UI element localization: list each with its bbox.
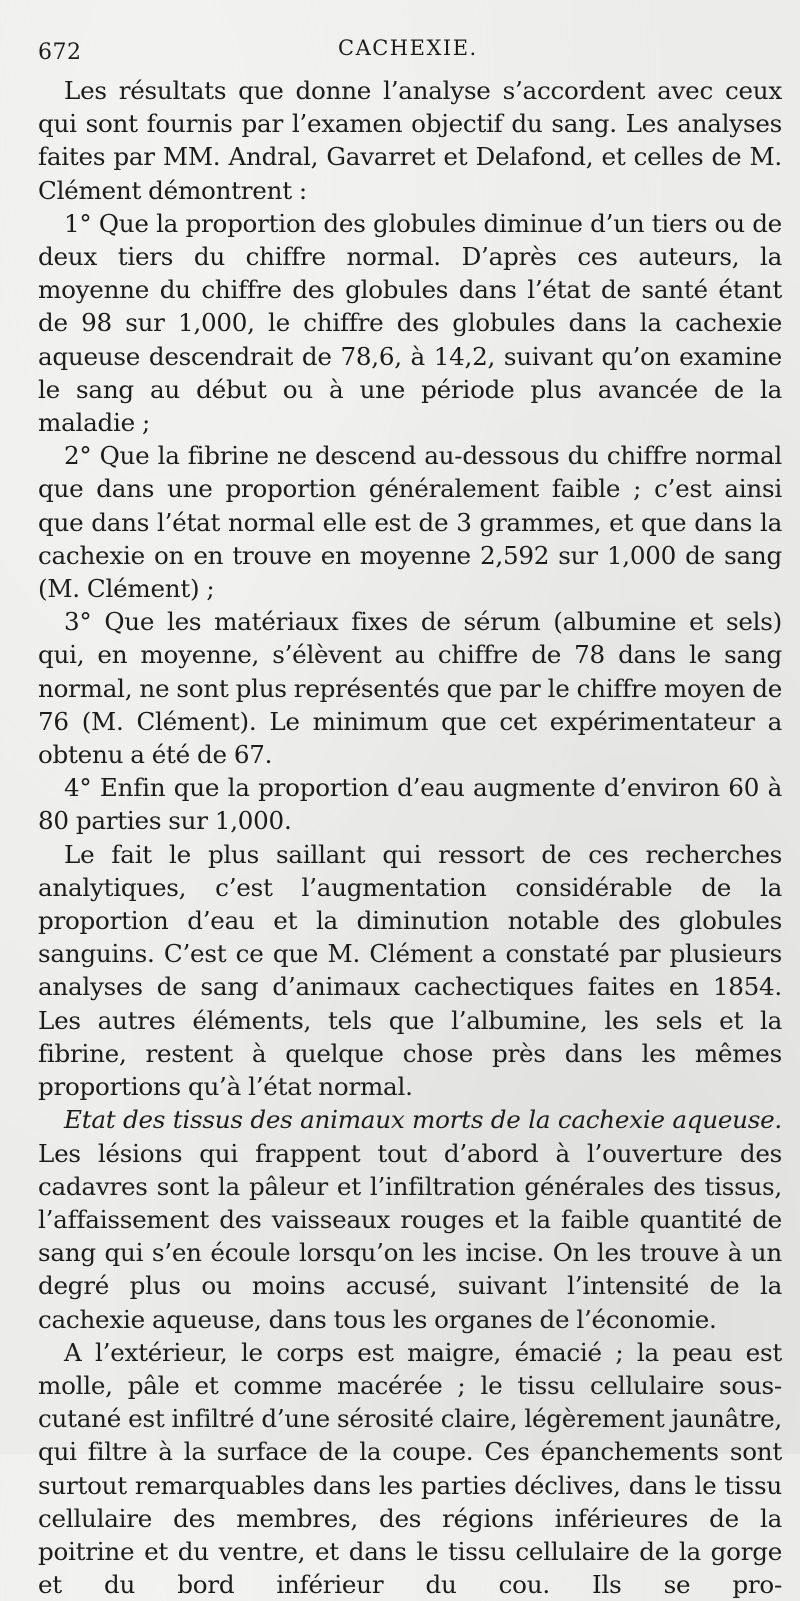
- paragraph-point-globules: 1° Que la proportion des globules diminue d’un tiers ou de deux tiers du chiffre normal. D’après ces auteurs, la moyenne du chiffre des globules dans l’état de santé étant de 98 sur 1,000, le chiffre des globules dans la cachexie aqueuse descendrait de 78,6, à 14,2, suivant qu’on examine le sang au début ou à une période plus avancée de la maladie ;: [38, 208, 782, 438]
- body-text: [38, 74, 782, 1601]
- paragraph-analysis-intro: Les résultats que donne l’analyse s’accordent avec ceux qui sont fournis par l’examen objectif du sang. Les analyses faites par MM. Andral, Gavarret et Delafond, et celles de M. Clément démontrent :: [38, 76, 782, 205]
- running-title: CACHEXIE.: [338, 36, 478, 60]
- paragraph-point-serum: 3° Que les matériaux fixes de sérum (albumine et sels) qui, en moyenne, s’élèvent au chiffre de 78 dans le sang normal, ne sont plus représentés que par le chiffre moyen de 76 (M. Clément). Le minimum que cet expérimentateur a obtenu a été de 67.: [38, 607, 782, 770]
- paragraph-exterior: A l’extérieur, le corps est maigre, émacié ; la peau est molle, pâle et comme macérée ; le tissu cellulaire sous-cutané est infiltré d’une sérosité claire, légèrement jaunâtre, qui filtre à la surface de la coupe. Ces épanchements sont surtout remarquables dans les parties déclives, dans le tissu cellulaire des membres, des régions inférieures de la poitrine et du ventre, et dans le tissu cellulaire de la gorge et du bord inférieur du cou. Ils se pro-: [38, 1337, 782, 1600]
- paragraph-point-fibrine: 2° Que la fibrine ne descend au-dessous du chiffre normal que dans une proportion généralement faible ; c’est ainsi que dans l’état normal elle est de 3 grammes, et que dans la cachexie on en trouve en moyenne 2,592 sur 1,000 de sang (M. Clément) ;: [38, 441, 782, 604]
- running-head: [38, 28, 782, 74]
- paragraph-tissue-state: [38, 1103, 782, 1335]
- page-number: 672: [38, 40, 82, 65]
- paragraph-point-water: 4° Enfin que la proportion d’eau augmente d’environ 60 à 80 parties sur 1,000.: [38, 773, 782, 836]
- section-heading-italic: Etat des tissus des animaux morts de la cachexie aqueuse.: [64, 1105, 782, 1135]
- paragraph-tissue-state-text: Les lésions qui frappent tout d’abord à l’ouverture des cadavres sont la pâleur et l’infiltration générales des tissus, l’affaissement des vaisseaux rouges et la faible quantité de sang qui s’en écoule lorsqu’on les incise. On les trouve à un degré plus ou moins accusé, suivant l’intensité de la cachexie aqueuse, dans tous les organes de l’économie.: [38, 1138, 782, 1334]
- paragraph-summary: Le fait le plus saillant qui ressort de ces recherches analytiques, c’est l’augmentation considérable de la proportion d’eau et la diminution notable des globules sanguins. C’est ce que M. Clément a constaté par plusieurs analyses de sang d’animaux cachectiques faites en 1854. Les autres éléments, tels que l’albumine, les sels et la fibrine, restent à quelque chose près dans les mêmes proportions qu’à l’état normal.: [38, 839, 782, 1102]
